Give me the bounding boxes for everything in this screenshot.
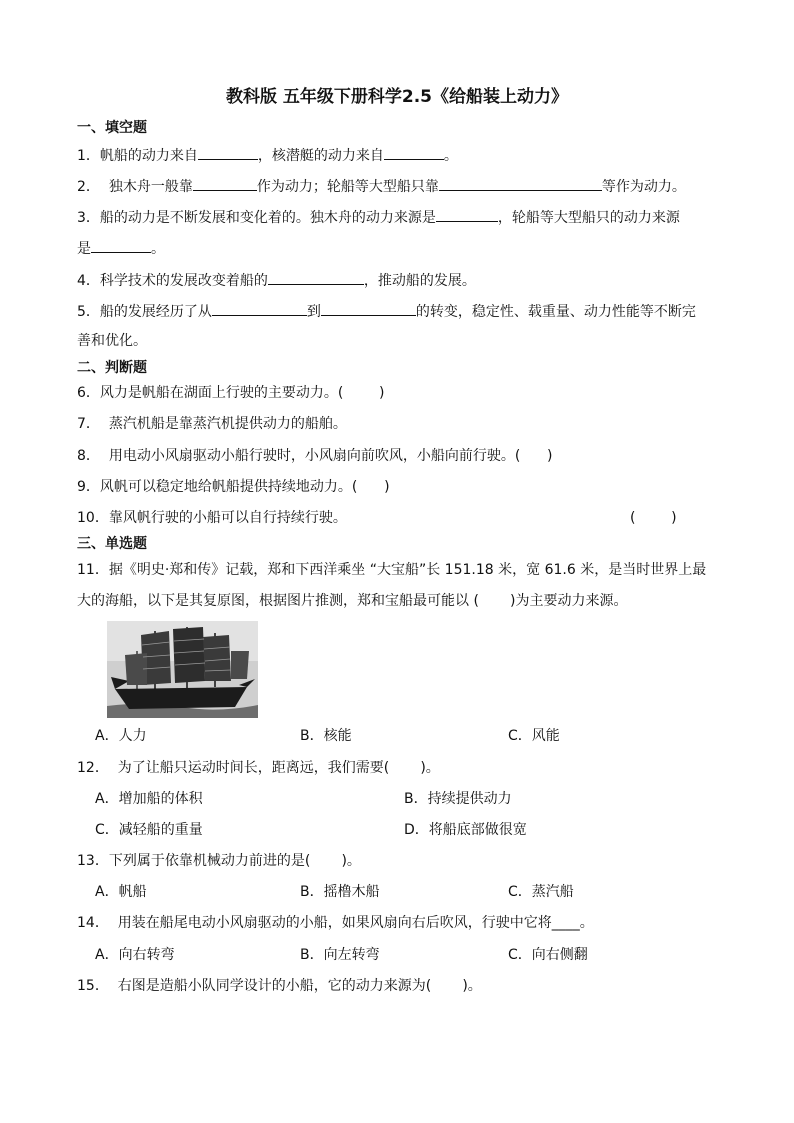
question-text[interactable]: 用电动小风扇驱动小船行驶时，小风扇向前吹风，小船向前行驶。( )	[108, 448, 553, 464]
question-text: 右图是造船小队同学设计的小船，它的动力来源为( )。	[117, 978, 482, 994]
question-number: 1．	[77, 148, 100, 164]
question-4	[77, 270, 476, 290]
question-text: 到	[306, 304, 321, 320]
question-11	[77, 561, 706, 579]
question-7	[77, 415, 347, 433]
question-text: ，推动船的发展。	[363, 273, 476, 289]
question-text: 是	[77, 241, 91, 257]
question-number: 14．	[77, 915, 109, 931]
question-5	[77, 301, 696, 321]
section-heading-fill-blank: 一、填空题	[77, 120, 147, 136]
question-text: 独木舟一般靠	[108, 179, 193, 195]
question-text[interactable]: 蒸汽机船是靠蒸汽机提供动力的船舶。	[108, 416, 347, 432]
question-number: 9．	[77, 479, 100, 495]
question-number: 2．	[77, 179, 100, 195]
option-c[interactable]: C．减轻船的重量	[95, 822, 203, 838]
question-text: 作为动力；轮船等大型船只靠	[256, 179, 439, 195]
question-text: 下列属于依靠机械动力前进的是( )。	[108, 853, 361, 869]
answer-blank[interactable]	[193, 176, 257, 191]
page-title: 教科版 五年级下册科学2.5《给船装上动力》	[225, 87, 569, 107]
question-2	[77, 176, 686, 196]
option-b[interactable]: B．向左转弯	[300, 947, 380, 963]
question-text: ，轮船等大型船只的动力来源	[497, 210, 680, 226]
answer-blank[interactable]	[212, 301, 307, 316]
answer-blank[interactable]	[198, 145, 258, 160]
option-a[interactable]: A．人力	[95, 728, 147, 744]
question-text: 据《明史·郑和传》记载，郑和下西洋乘坐 “大宝船”长 151.18 米，宽 61.6 米，是当时世界上最	[108, 562, 707, 578]
question-number: 12．	[77, 760, 109, 776]
question-number: 6．	[77, 385, 100, 401]
section-heading-true-false: 二、判断题	[77, 360, 147, 376]
option-b[interactable]: B．持续提供动力	[404, 791, 512, 807]
question-11-cont: 大的海船，以下是其复原图，根据图片推测，郑和宝船最可能以 ( )为主要动力来源。	[77, 593, 628, 609]
question-number: 15．	[77, 978, 109, 994]
question-text: 的转变，稳定性、载重量、动力性能等不断完	[415, 304, 696, 320]
question-1	[77, 145, 458, 165]
question-6	[77, 384, 384, 402]
question-text: 。	[151, 241, 165, 257]
question-8	[77, 447, 552, 465]
option-a[interactable]: A．增加船的体积	[95, 791, 203, 807]
question-text: 。	[443, 148, 458, 164]
question-13	[77, 852, 361, 870]
answer-blank[interactable]	[321, 301, 416, 316]
question-number: 7．	[77, 416, 100, 432]
question-3-cont	[77, 238, 165, 258]
question-text: 等作为动力。	[601, 179, 686, 195]
answer-blank[interactable]	[384, 145, 444, 160]
question-15	[77, 977, 482, 995]
question-number: 11．	[77, 562, 109, 578]
option-c[interactable]: C．向右侧翻	[508, 947, 588, 963]
question-number: 3．	[77, 210, 100, 226]
question-12	[77, 759, 440, 777]
question-text: 为了让船只运动时间长，距离远，我们需要( )。	[117, 760, 440, 776]
question-9	[77, 478, 390, 496]
question-text: ，核潜艇的动力来自	[257, 148, 384, 164]
option-a[interactable]: A．帆船	[95, 884, 147, 900]
question-text: 帆船的动力来自	[99, 148, 198, 164]
question-number: 5．	[77, 304, 100, 320]
question-text: 船的动力是不断发展和变化着的。独木舟的动力来源是	[99, 210, 436, 226]
answer-blank[interactable]	[91, 238, 151, 253]
option-b[interactable]: B．摇橹木船	[300, 884, 380, 900]
question-text: 靠风帆行驶的小船可以自行持续行驶。	[108, 510, 347, 526]
question-number: 8．	[77, 448, 100, 464]
treasure-ship-image	[107, 621, 258, 718]
question-number: 4．	[77, 273, 100, 289]
question-text[interactable]: 风帆可以稳定地给帆船提供持续地动力。( )	[99, 479, 390, 495]
question-text[interactable]: 风力是帆船在湖面上行驶的主要动力。( )	[99, 385, 385, 401]
question-number: 13．	[77, 853, 109, 869]
answer-blank[interactable]	[436, 207, 498, 222]
question-5-cont: 善和优化。	[77, 333, 147, 349]
answer-blank[interactable]	[268, 270, 364, 285]
option-c[interactable]: C．蒸汽船	[508, 884, 574, 900]
question-text: 船的发展经历了从	[99, 304, 212, 320]
question-3	[77, 207, 680, 227]
option-c[interactable]: C．风能	[508, 728, 560, 744]
option-a[interactable]: A．向右转弯	[95, 947, 175, 963]
question-14	[77, 914, 594, 932]
question-10	[77, 509, 347, 527]
option-d[interactable]: D．将船底部做很宽	[404, 822, 527, 838]
answer-blank[interactable]	[439, 176, 602, 191]
question-number: 10．	[77, 510, 109, 526]
question-text: 用装在船尾电动小风扇驱动的小船，如果风扇向右后吹风，行驶中它将____。	[117, 915, 594, 931]
option-b[interactable]: B．核能	[300, 728, 352, 744]
question-text: 科学技术的发展改变着船的	[99, 273, 268, 289]
answer-parentheses[interactable]: ( )	[630, 510, 677, 526]
section-heading-single-choice: 三、单选题	[77, 536, 147, 552]
